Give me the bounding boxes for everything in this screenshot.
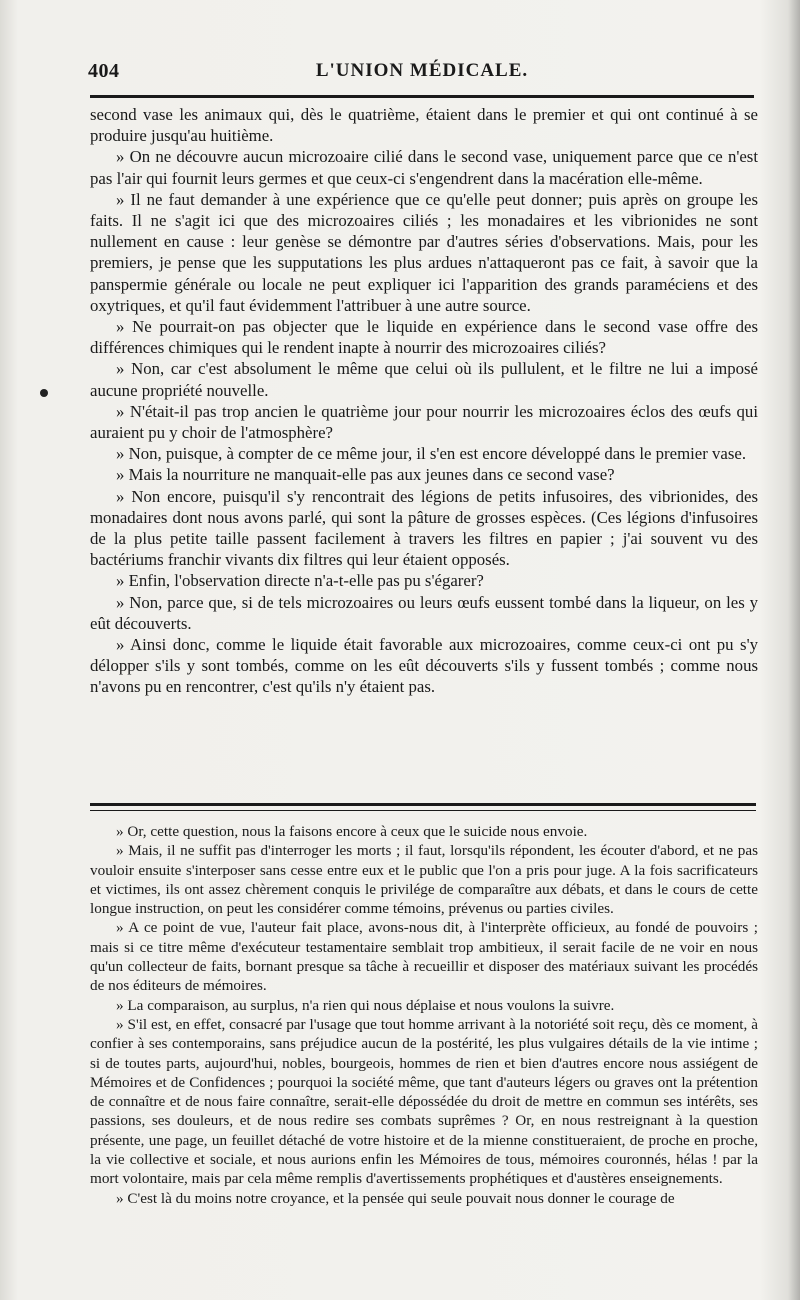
feuilleton-article bbox=[90, 822, 758, 1208]
paragraph: » Or, cette question, nous la faisons encore à ceux que le suicide nous envoie. bbox=[116, 823, 588, 840]
running-title: L'UNION MÉDICALE. bbox=[315, 60, 529, 81]
paragraph: » C'est là du moins notre croyance, et la pensée qui seule pouvait nous donner le courage de bbox=[116, 1189, 675, 1207]
paragraph: » Il ne faut demander à une expérience que ce qu'elle peut donner; puis après on groupe les faits. Il ne s'agit ici que des microzoaires ciliés ; les monadaires et les vibrionides ne sont nullement en cause : leur genèse se démontre par d'autres séries d'observations. Mais, pour les premiers, je pense que les supputations les plus ardues n'attaqueront pas ce fait, à savoir que la panspermie générale ou locale ne peut expliquer ici l'apparition des grands paraméciens et des oxytriques, et qu'il faut évidemment l'attribuer à une autre source. bbox=[90, 189, 758, 315]
section-separator bbox=[90, 803, 756, 811]
paragraph: » On ne découvre aucun microzoaire cilié dans le second vase, uniquement parce que ce n'est pas l'air qui fournit leurs germes et que ceux-ci s'engendrent dans la macération elle-même. bbox=[90, 147, 758, 188]
page-number: 404 bbox=[88, 60, 120, 82]
paragraph: » Mais la nourriture ne manquait-elle pas aux jeunes dans ce second vase? bbox=[116, 465, 615, 485]
ink-dot bbox=[40, 389, 48, 397]
paragraph: » N'était-il pas trop ancien le quatrième jour pour nourrir les microzoaires éclos des œufs qui auraient pu y choir de l'atmosphère? bbox=[90, 401, 758, 443]
paragraph: second vase les animaux qui, dès le quatrième, étaient dans le premier et qui ont continué à se produire jusqu'au huitième. bbox=[90, 105, 758, 146]
page-header bbox=[88, 60, 756, 88]
paragraph: » Non encore, puisqu'il s'y rencontrait des légions de petits infusoires, des vibrionides, des monadaires dont nous avons parlé, qui sont la pâture de grosses espèces. (Ces légions d'infusoires de la plus petite taille passent facilement à travers les filtres en papier ; j'ai souvent vu des bactériums franchir vivants dix filtres qui leur étaient opposés. bbox=[90, 486, 758, 570]
paragraph: » Non, puisque, à compter de ce même jour, il s'en est encore développé dans le premier vase. bbox=[116, 444, 747, 464]
header-rule bbox=[90, 95, 754, 98]
paragraph: » A ce point de vue, l'auteur fait place, avons-nous dit, à l'interprète officieux, au fondé de pouvoirs ; mais si ce titre même d'exécuteur testamentaire semblait trop ambitieux, il serait facile de ne voir en nous qu'un collecteur de faits, bornant presque sa tâche à recueillir et disposer des matériaux suivant les procédés de nos éditeurs de mémoires. bbox=[90, 919, 758, 995]
page-edge-shadow bbox=[788, 0, 800, 1300]
paragraph: » Enfin, l'observation directe n'a-t-elle pas pu s'égarer? bbox=[116, 571, 484, 591]
paragraph: » S'il est, en effet, consacré par l'usage que tout homme arrivant à la notoriété soit reçu, dès ce moment, à confier à ses contemporains, sans préjudice aucun de la postérité, les plus vulgaires détails de la vie intime ; si de toutes parts, aujourd'hui, nobles, bourgeois, hommes de rien et bien d'autres encore nous assiégent de Mémoires et de Confidences ; pourquoi la société même, que tant d'auteurs légers ou graves ont la prétention de connaître et de nous faire connaître, serait-elle dépossédée du droit de mettre en commun ses intérêts, ses passions, ses douleurs, et de nous redire ses combats suprêmes ? Or, en nous restreignant à la question présente, une page, un feuillet détaché de votre histoire et de la mienne constitueraient, de proche en proche, la vie collective et sociale, et nous aurions enfin les Mémoires de tous, mémoires couronnés, hélas ! par la mort volontaire, mais par cela même remplis d'avertissements prophétiques et d'austères enseignements. bbox=[90, 1015, 758, 1188]
paragraph: » Non, car c'est absolument le même que celui où ils pullulent, et le filtre ne lui a imposé aucune propriété nouvelle. bbox=[90, 359, 758, 400]
paragraph: » La comparaison, au surplus, n'a rien qui nous déplaise et nous voulons la suivre. bbox=[116, 996, 615, 1014]
main-article bbox=[90, 104, 758, 698]
paragraph: » Mais, il ne suffit pas d'interroger les morts ; il faut, lorsqu'ils répondent, les écouter d'abord, et ne pas vouloir ensuite s'interposer sans cesse entre eux et le public que l'on a pris pour juge. A la fois sacrificateurs et victimes, ils ont assez chèrement conquis le privilége de comparaître aux débats, et dans le cours de cette longue instruction, on peut les considérer comme témoins, prévenus ou parties civiles. bbox=[90, 842, 758, 918]
paragraph: » Non, parce que, si de tels microzoaires ou leurs œufs eussent tombé dans la liqueur, on les y eût découverts. bbox=[90, 592, 758, 633]
paragraph: » Ainsi donc, comme le liquide était favorable aux microzoaires, comme ceux-ci ont pu s'y délopper s'ils y sont tombés, comme on les eût découverts s'ils y fussent tombés ; comme nous n'avons pu en rencontrer, c'est qu'ils n'y étaient pas. bbox=[90, 635, 758, 697]
paragraph: » Ne pourrait-on pas objecter que le liquide en expérience dans le second vase offre des différences chimiques qui le rendent inapte à nourrir des microzoaires ciliés? bbox=[90, 317, 758, 358]
